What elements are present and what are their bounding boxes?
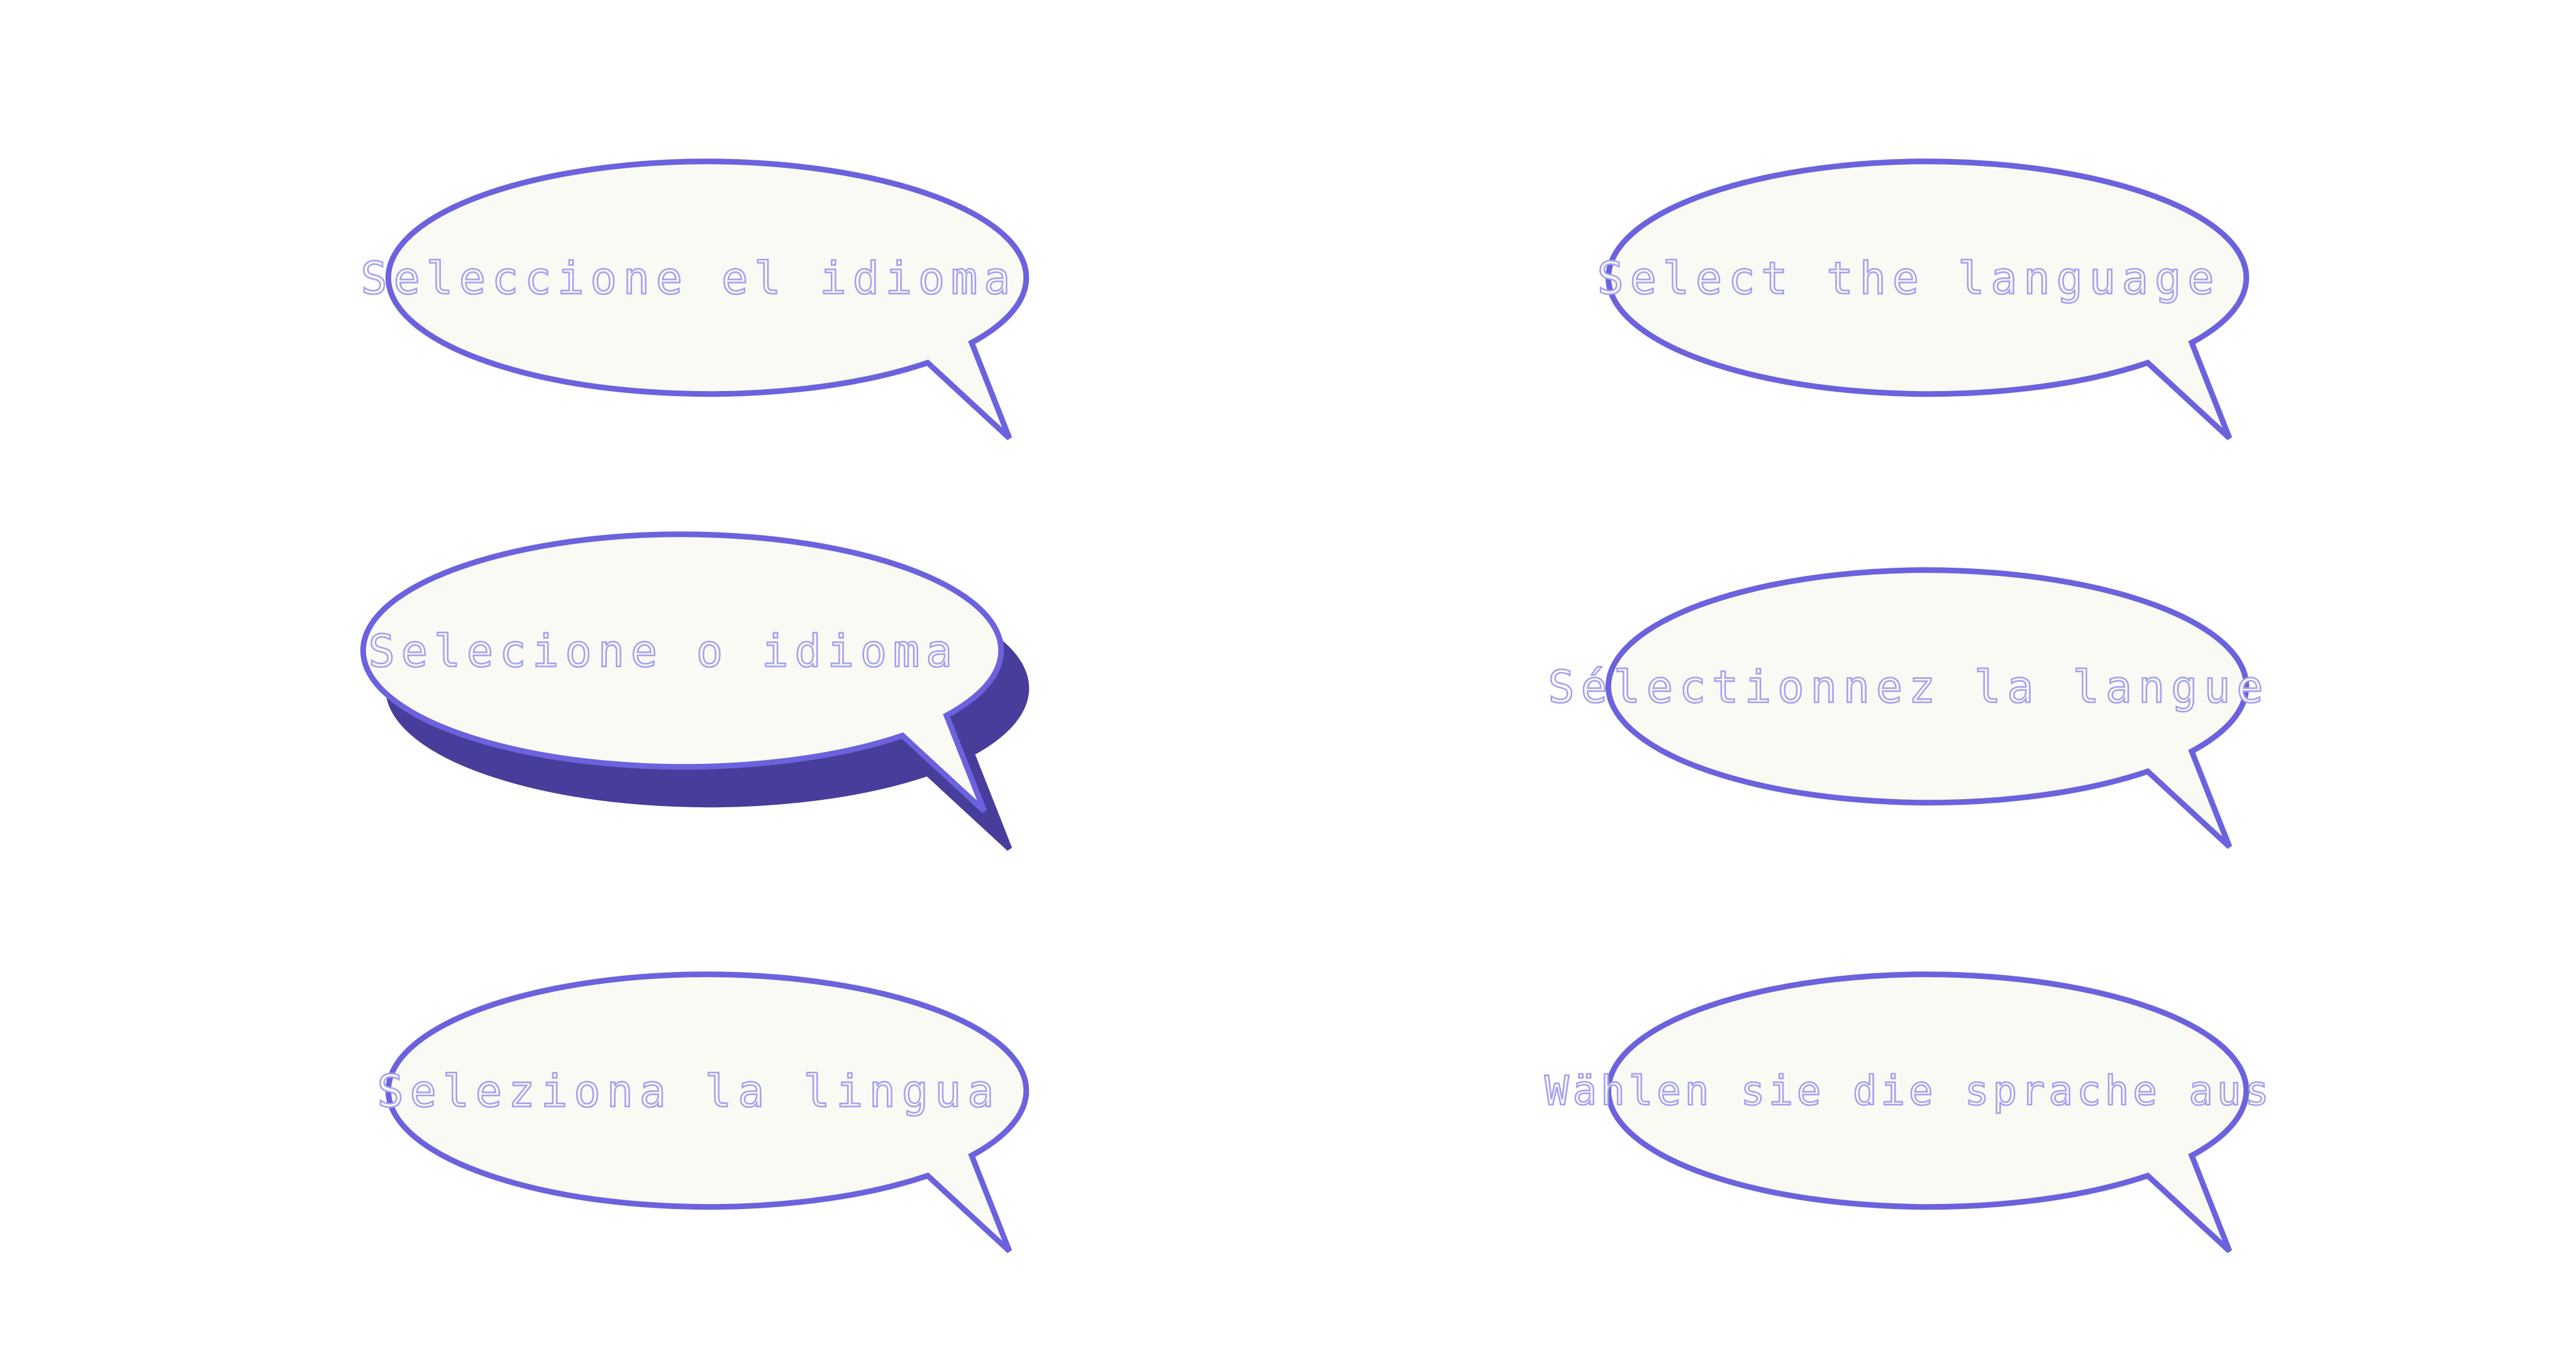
language-label-portuguese: Selecione o idioma (368, 625, 959, 677)
language-label-german: Wählen sie die sprache aus (1545, 1068, 2273, 1115)
language-label-english: Select the language (1597, 252, 2221, 304)
language-label-french: Sélectionnez la langue (1548, 661, 2270, 713)
language-label-italian: Seleziona la lingua (377, 1065, 1001, 1117)
language-label-spanish: Seleccione el idioma (360, 252, 1017, 304)
